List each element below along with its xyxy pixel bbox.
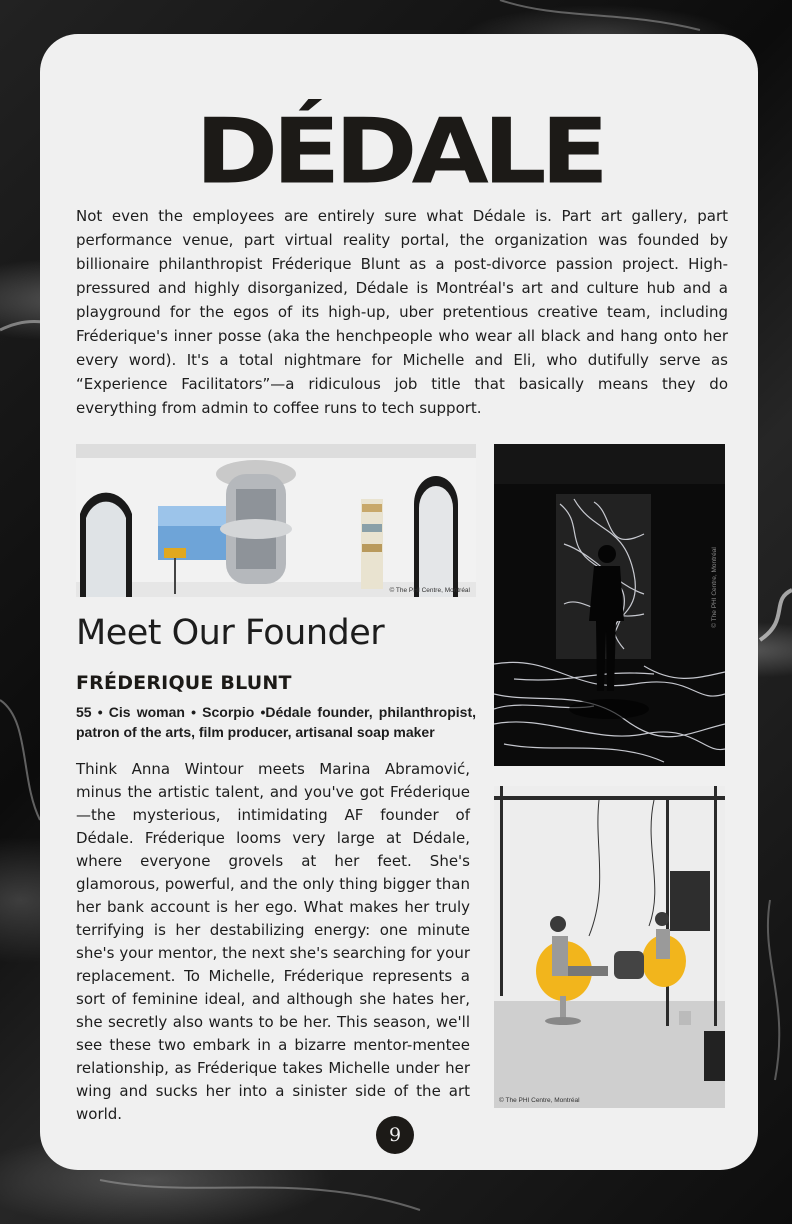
gallery-photo: [76, 444, 476, 597]
intro-paragraph: Not even the employees are entirely sure what Dédale is. Part art gallery, part performance venue, part virtual reality portal, the organization was founded by billionaire philanthropist Fréderique Blunt as a post-divorce passion project. High-pressured and highly disorganized, Dédale is Montréal's art and culture hub and a playground for the egos of its high-up, uber pretentious creative team, including Fréderique's inner posse (aka the henchpeople who wear all black and hang onto her every word). It's a total nightmare for Michelle and Eli, who dutifully serve as “Experience Facilitators”—a ridiculous job title that basically means they do everything from admin to coffee runs to tech support.: [76, 207, 728, 417]
page-number: 9: [376, 1116, 414, 1154]
gallery-photo-credit: © The PHI Centre, Montréal: [389, 587, 470, 594]
founder-tags: 55 • Cis woman • Scorpio •Dédale founder, philanthropist, patron of the arts, film producer, artisanal soap maker: [76, 704, 476, 740]
page-title: DÉDALE: [195, 98, 603, 205]
vr-room-photo: [494, 786, 725, 1108]
founder-bio: Think Anna Wintour meets Marina Abramović, minus the artistic talent, and you've got Fréderique—the mysterious, intimidating AF founder of Dédale. Fréderique looms very large at Dédale, where everyone grovels at her feet. She's glamorous, powerful, and the only thing bigger than her bank account is her ego. What makes her truly terrifying is her destabilizing energy: one minute she's your mentor, the next she's searching for your replacement. To Michelle, Fréderique represents a sort of feminine ideal, and although she hates her, she secretly also wants to be her. This season, we'll see these two embark in a bizarre mentor-mentee relationship, as Fréderique takes Michelle under her wing and sucks her into a sinister side of the art world.: [76, 760, 470, 1123]
projection-photo: [494, 444, 725, 766]
content-card: [40, 34, 758, 1170]
section-heading: Meet Our Founder: [76, 613, 385, 653]
vr-room-photo-credit: © The PHI Centre, Montréal: [499, 1097, 580, 1104]
founder-name: FRÉDERIQUE BLUNT: [76, 672, 292, 694]
projection-photo-credit: © The PHI Centre, Montréal: [711, 547, 719, 628]
